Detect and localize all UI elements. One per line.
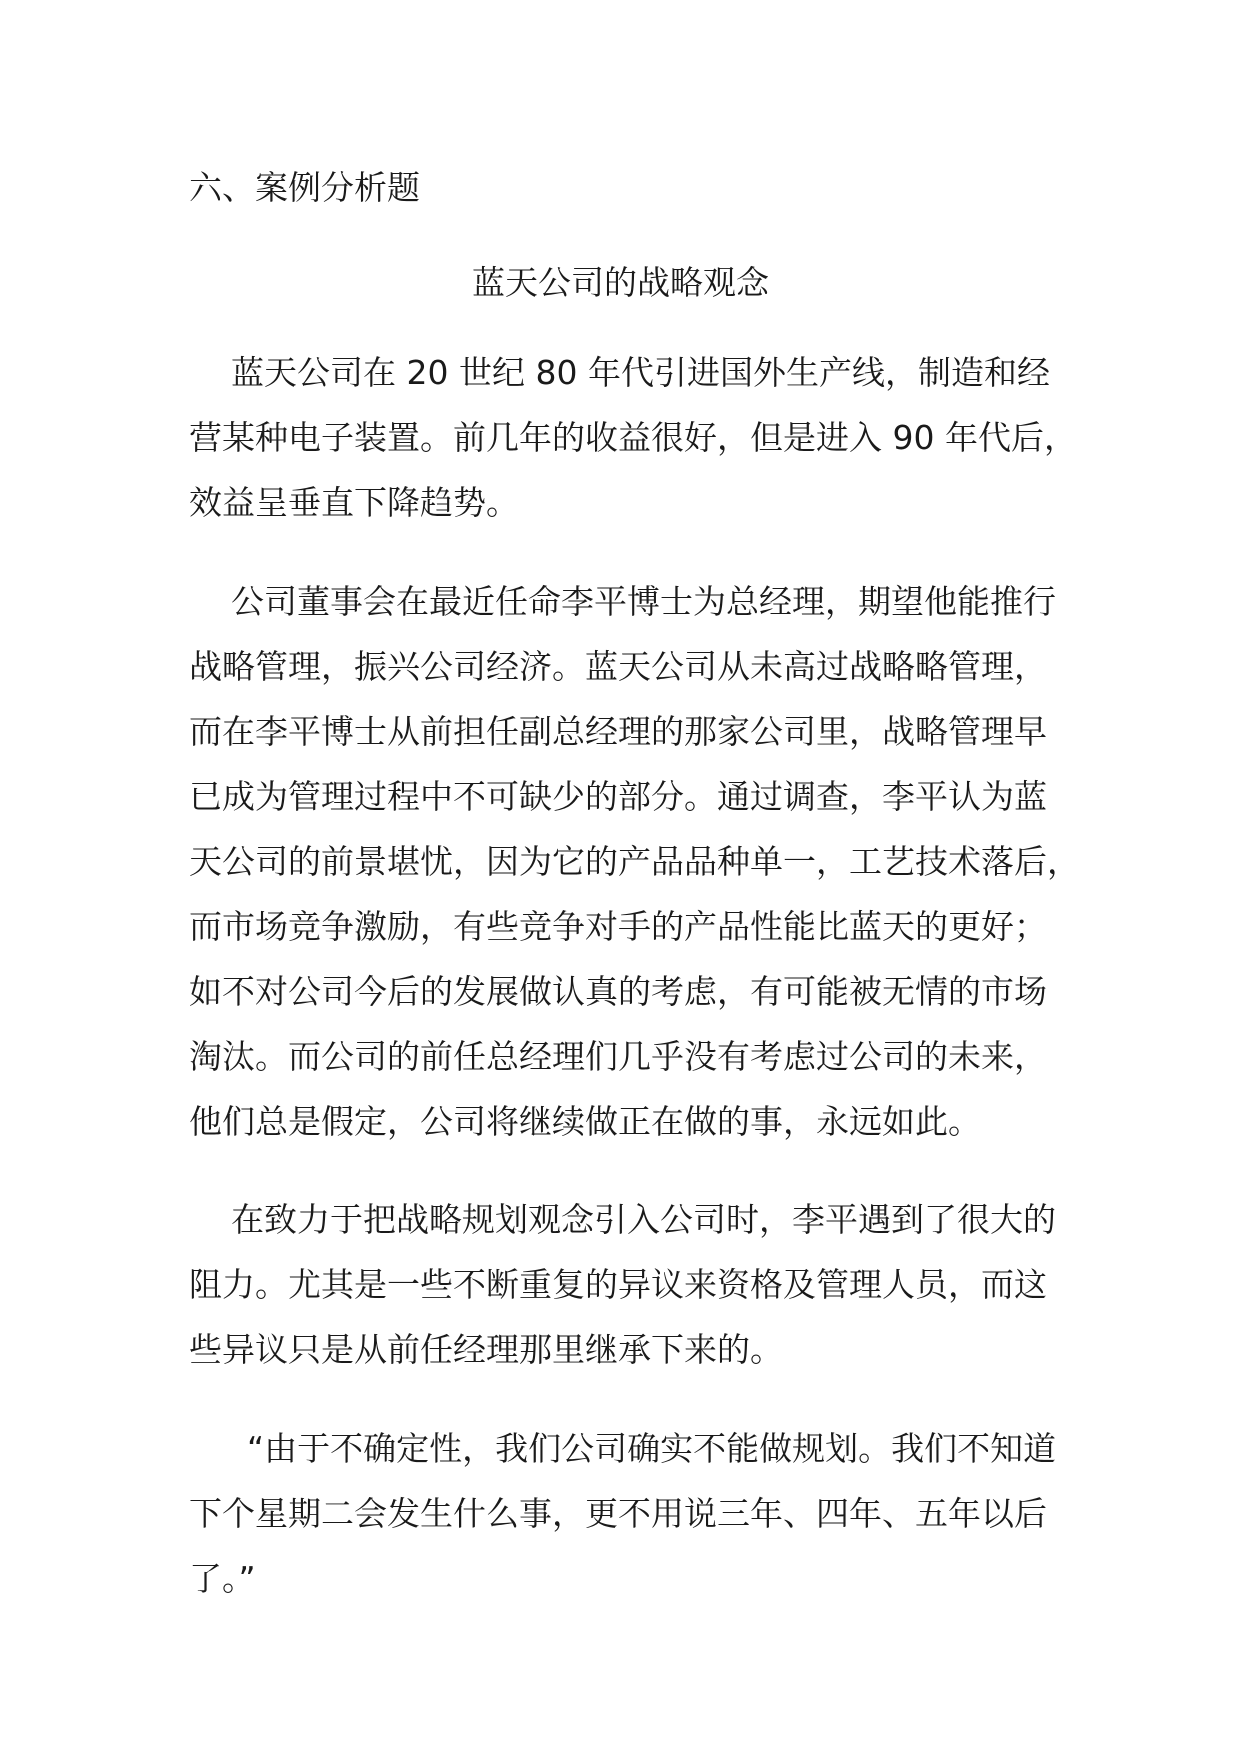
paragraph-line: 在致力于把战略规划观念引入公司时，李平遇到了很大的 <box>231 1200 1056 1239</box>
paragraph-2 <box>189 569 1080 1154</box>
paragraph-line: 效益呈垂直下降趋势。 <box>189 483 519 522</box>
paragraph-line: 下个星期二会发生什么事，更不用说三年、四年、五年以后 <box>189 1494 1047 1533</box>
section-heading: 六、案例分析题 <box>189 168 420 207</box>
paragraph-line: 阻力。尤其是一些不断重复的异议来资格及管理人员，而这 <box>189 1265 1047 1304</box>
case-title: 蓝天公司的战略观念 <box>472 263 769 302</box>
paragraph-line: 天公司的前景堪忧，因为它的产品品种单一，工艺技术落后， <box>189 842 1080 881</box>
paragraph-line: 如不对公司今后的发展做认真的考虑，有可能被无情的市场 <box>189 972 1047 1011</box>
paragraph-line: 淘汰。而公司的前任总经理们几乎没有考虑过公司的未来， <box>189 1037 1047 1076</box>
paragraph-4 <box>189 1416 1061 1611</box>
paragraph-line: 了。” <box>189 1559 256 1598</box>
paragraph-1 <box>189 340 1077 535</box>
paragraph-line: 公司董事会在最近任命李平博士为总经理，期望他能推行 <box>231 582 1056 621</box>
paragraph-3 <box>189 1187 1061 1382</box>
paragraph-line: 蓝天公司在 20 世纪 80 年代引进国外生产线，制造和经 <box>231 353 1050 392</box>
paragraph-line: 营某种电子装置。前几年的收益很好，但是进入 90 年代后， <box>189 418 1077 457</box>
paragraph-line: 他们总是假定，公司将继续做正在做的事，永远如此。 <box>189 1102 981 1141</box>
paragraph-line: 些异议只是从前任经理那里继承下来的。 <box>189 1330 783 1369</box>
paragraph-line: 而在李平博士从前担任副总经理的那家公司里，战略管理早 <box>189 712 1047 751</box>
paragraph-line: “由于不确定性，我们公司确实不能做规划。我们不知道 <box>247 1429 1057 1468</box>
paragraph-line: 已成为管理过程中不可缺少的部分。通过调查，李平认为蓝 <box>189 777 1047 816</box>
paragraph-line: 而市场竞争激励，有些竞争对手的产品性能比蓝天的更好； <box>189 907 1047 946</box>
paragraph-line: 战略管理，振兴公司经济。蓝天公司从未高过战略略管理， <box>189 647 1047 686</box>
